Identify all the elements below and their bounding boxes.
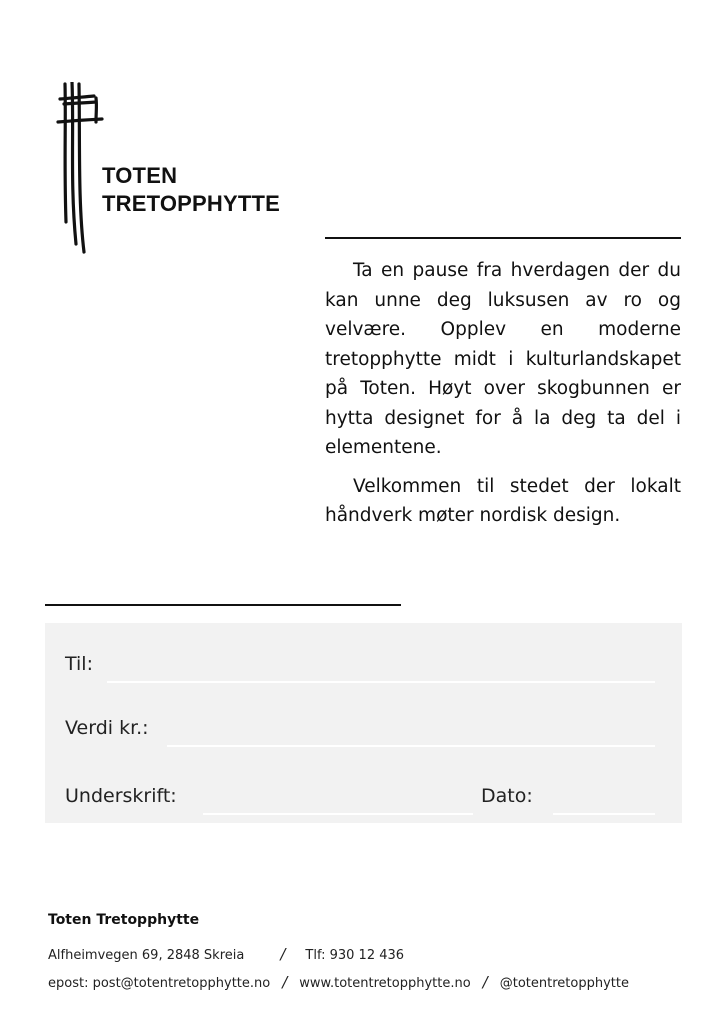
logo <box>52 82 302 257</box>
date-field-line[interactable] <box>553 813 655 815</box>
signature-label: Underskrift: <box>65 785 177 807</box>
footer-company: Toten Tretopphytte <box>48 912 200 928</box>
to-field-line[interactable] <box>107 681 655 683</box>
to-label: Til: <box>65 653 93 675</box>
footer-address: Alfheimvegen 69, 2848 Skreia <box>48 948 245 963</box>
footer-email[interactable]: epost: post@totentretopphytte.no <box>48 976 271 991</box>
footer-social[interactable]: @totentretopphytte <box>499 976 629 991</box>
footer-separator: / <box>482 973 488 991</box>
intro-paragraph-1: Ta en pause fra hverdagen der du kan unne deg luksusen av ro og velvære. Opplev en moderne tretopphytte midt i kulturlandskapet på Toten. Høyt over skogbunnen er hytta designet for å la deg ta del i elementene. <box>325 260 681 458</box>
logo-line-2: TRETOPPHYTTE <box>102 191 281 216</box>
footer-online-line <box>48 973 629 991</box>
logo-text <box>102 162 280 218</box>
logo-line-1: TOTEN <box>102 163 178 188</box>
footer-phone: Tlf: 930 12 436 <box>305 948 405 963</box>
signature-field-line[interactable] <box>203 813 473 815</box>
top-divider <box>325 237 681 239</box>
footer-separator: / <box>280 945 286 963</box>
value-label: Verdi kr.: <box>65 717 149 739</box>
date-label: Dato: <box>481 785 533 807</box>
intro-paragraph-2: Velkommen til stedet der lokalt håndverk møter nordisk design. <box>325 475 681 526</box>
gift-card-form <box>45 623 682 823</box>
value-field-line[interactable] <box>167 745 655 747</box>
footer-separator: / <box>282 973 288 991</box>
footer-website[interactable]: www.totentretopphytte.no <box>299 976 471 991</box>
intro-text <box>325 256 681 540</box>
middle-divider <box>45 604 401 606</box>
footer-contact-line <box>48 945 404 963</box>
